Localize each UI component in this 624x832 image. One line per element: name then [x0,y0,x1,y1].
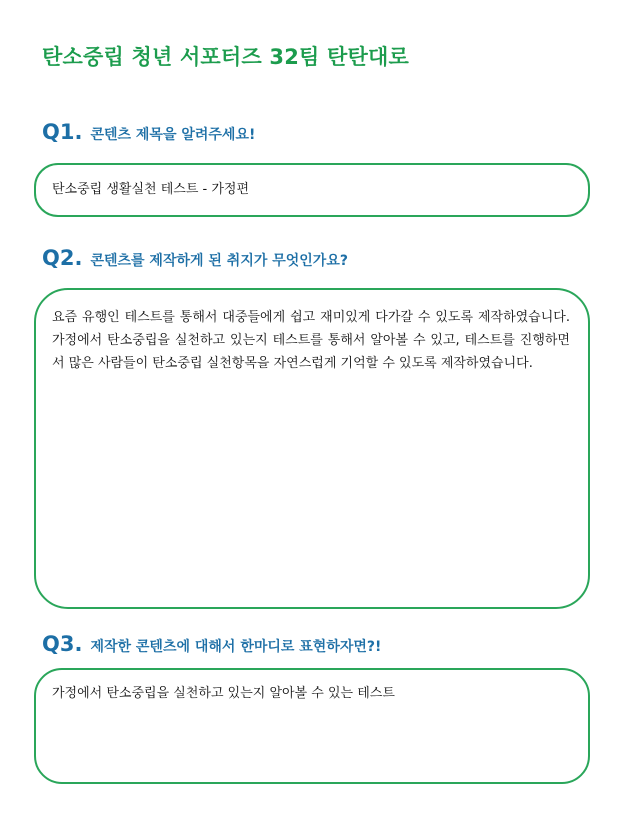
question-1-heading [42,120,255,144]
question-1-number: Q1 [42,120,75,144]
question-3-answer: 가정에서 탄소중립을 실천하고 있는지 알아볼 수 있는 테스트 [52,686,395,701]
page-title: 탄소중립 청년 서포터즈 32팀 탄탄대로 [42,45,409,69]
question-2-answer-box [34,288,590,609]
question-1-answer: 탄소중립 생활실천 테스트 - 가정편 [52,182,250,197]
question-2-dot: . [74,246,83,270]
question-1-prompt: 콘텐츠 제목을 알려주세요! [90,127,256,143]
question-2-number: Q2 [42,246,75,270]
question-2-heading [42,246,348,270]
question-1-answer-box [34,163,590,217]
question-3-number: Q3 [42,632,75,656]
question-3-answer-box [34,668,590,784]
question-3-heading [42,632,381,656]
question-2-prompt: 콘텐츠를 제작하게 된 취지가 무엇인가요? [90,253,348,269]
question-3-prompt: 제작한 콘텐츠에 대해서 한마디로 표현하자면?! [90,639,382,655]
question-1-dot: . [74,120,83,144]
question-2-answer: 요즘 유행인 테스트를 통해서 대중들에게 쉽고 재미있게 다가갈 수 있도록 제작하였습니다. 가정에서 탄소중립을 실천하고 있는지 테스트를 통해서 알아볼 수 있고, 테스트를 진행하면서 많은 사람들이 탄소중립 실천항목을 자연스럽게 기억할 수 있도록 제작하였습니다. [52,310,570,371]
question-3-dot: . [74,632,83,656]
